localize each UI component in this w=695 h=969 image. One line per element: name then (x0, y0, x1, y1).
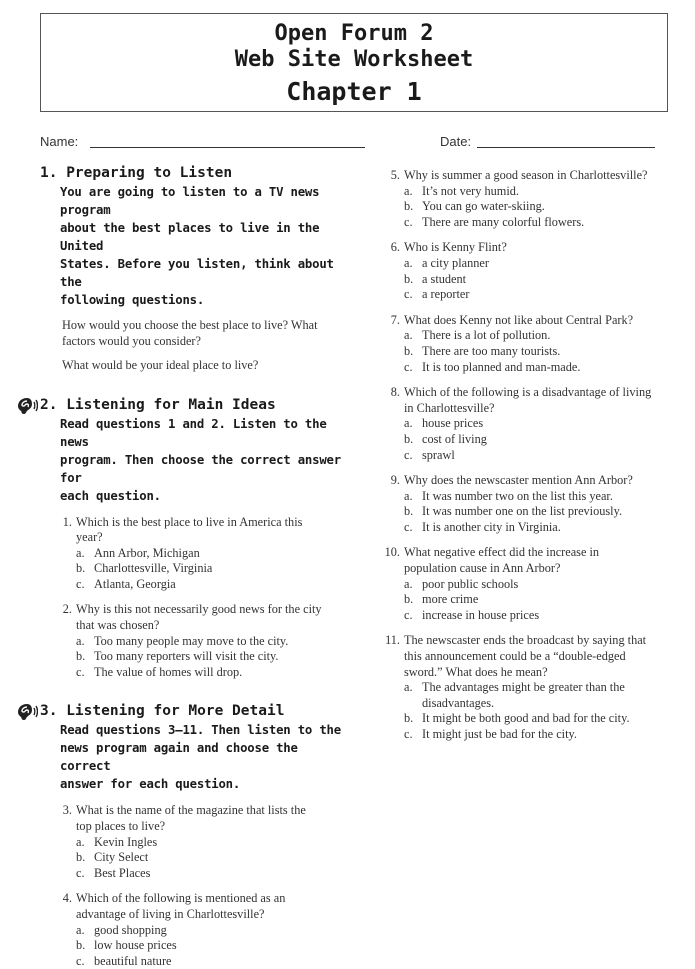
worksheet-title-box (40, 13, 668, 112)
option-3c[interactable]: c. Best Places (76, 865, 151, 880)
option-8a[interactable]: a. house prices (404, 416, 484, 431)
date-label: Date: (440, 134, 472, 149)
name-line[interactable] (90, 147, 365, 148)
question-1: 1. Which is the best place to live in America this year? a. Ann Arbor, Michigan b. Charlottesville, Virginia c. Atlanta, Georgia (58, 515, 350, 593)
option-9b[interactable]: b. It was number one on the list previously. (404, 504, 623, 519)
left-column (40, 164, 350, 969)
listening-ear-icon (16, 702, 38, 722)
option-9c[interactable]: c. It is another city in Virginia. (404, 519, 561, 534)
question-11: 11. The newscaster ends the broadcast by saying that this announcement could be a “double-edged sword.” What does he mean? a. The advantages might be greater than the disadvantages. b. It might be both good and bad for the city. c. It might just be bad for the city. (388, 633, 678, 742)
section-1-heading: 1. Preparing to Listen (40, 165, 233, 181)
date-line[interactable] (477, 147, 655, 148)
option-10b[interactable]: b. more crime (404, 592, 479, 607)
question-4: 4. Which of the following is mentioned as an advantage of living in Charlottesville? a. good shopping b. low house prices c. beautiful nature (58, 891, 350, 969)
option-6a[interactable]: a. a city planner (404, 255, 489, 270)
option-7c[interactable]: c. It is too planned and man-made. (404, 359, 581, 374)
title-line-1: Open Forum 2 (274, 21, 434, 46)
question-5: 5. Why is summer a good season in Charlottesville? a. It’s not very humid. b. You can go water-skiing. c. There are many colorful flowers. (388, 168, 678, 230)
option-11a[interactable]: a. The advantages might be greater than the disadvantages. (404, 680, 625, 710)
name-label: Name: (40, 134, 79, 149)
section-1-instructions: You are going to listen to a TV news program about the best places to live in the United States. Before you listen, think about the following questions. (60, 185, 334, 307)
title-line-2: Web Site Worksheet (234, 47, 474, 72)
date-field[interactable] (440, 134, 655, 149)
option-3b[interactable]: b. City Select (76, 850, 149, 865)
right-column (384, 168, 678, 743)
option-5a[interactable]: a. It’s not very humid. (404, 183, 519, 198)
option-8c[interactable]: c. sprawl (404, 447, 455, 462)
option-11b[interactable]: b. It might be both good and bad for the city. (404, 711, 630, 726)
question-2: 2. Why is this not necessarily good news for the city that was chosen? a. Too many people may move to the city. b. Too many reporters will visit the city. c. The value of homes will drop. (58, 602, 350, 680)
name-field[interactable] (40, 134, 366, 149)
prompt-1: How would you choose the best place to live? What factors would you consider? (62, 318, 318, 348)
option-11c[interactable]: c. It might just be bad for the city. (404, 727, 577, 741)
option-2b[interactable]: b. Too many reporters will visit the city. (76, 649, 279, 664)
option-1c[interactable]: c. Atlanta, Georgia (76, 576, 176, 591)
question-8: 8. Which of the following is a disadvantage of living in Charlottesville? a. house prices b. cost of living c. sprawl (388, 385, 678, 463)
section-2-instructions: Read questions 1 and 2. Listen to the news program. Then choose the correct answer for each question. (60, 416, 341, 503)
option-4b[interactable]: b. low house prices (76, 938, 177, 953)
listening-ear-icon (16, 396, 38, 416)
option-3a[interactable]: a. Kevin Ingles (76, 834, 158, 849)
option-10c[interactable]: c. increase in house prices (404, 607, 540, 622)
option-4a[interactable]: a. good shopping (76, 922, 167, 937)
option-4c[interactable]: c. beautiful nature (76, 953, 172, 968)
option-1b[interactable]: b. Charlottesville, Virginia (76, 561, 213, 576)
option-8b[interactable]: b. cost of living (404, 431, 487, 446)
title-chapter: Chapter 1 (286, 77, 422, 106)
option-2a[interactable]: a. Too many people may move to the city. (76, 633, 289, 648)
option-5b[interactable]: b. You can go water-skiing. (404, 199, 545, 214)
option-9a[interactable]: a. It was number two on the list this year. (404, 488, 613, 503)
question-10: 10. What negative effect did the increase in population cause in Ann Arbor? a. poor public schools b. more crime c. increase in house prices (388, 545, 678, 623)
question-6: 6. Who is Kenny Flint? a. a city planner b. a student c. a reporter (388, 240, 678, 302)
option-1a[interactable]: a. Ann Arbor, Michigan (76, 545, 200, 560)
option-6c[interactable]: c. a reporter (404, 287, 470, 302)
prompt-2: What would be your ideal place to live? (62, 358, 259, 372)
option-2c[interactable]: c. The value of homes will drop. (76, 664, 243, 679)
option-10a[interactable]: a. poor public schools (404, 576, 519, 591)
question-7: 7. What does Kenny not like about Central Park? a. There is a lot of pollution. b. There are too many tourists. c. It is too planned and man-made. (388, 313, 678, 375)
option-7b[interactable]: b. There are too many tourists. (404, 343, 561, 358)
option-7a[interactable]: a. There is a lot of pollution. (404, 328, 551, 343)
section-2-heading: 2. Listening for Main Ideas (40, 396, 350, 415)
option-6b[interactable]: b. a student (404, 271, 467, 286)
question-9: 9. Why does the newscaster mention Ann Arbor? a. It was number two on the list this year. b. It was number one on the list previously. c. It is another city in Virginia. (388, 473, 678, 535)
question-3: 3. What is the name of the magazine that lists the top places to live? a. Kevin Ingles b. City Select c. Best Places (58, 803, 350, 881)
option-5c[interactable]: c. There are many colorful flowers. (404, 214, 585, 229)
section-3-instructions: Read questions 3–11. Then listen to the news program again and choose the correct answer for each question. (60, 723, 341, 792)
section-3-heading: 3. Listening for More Detail (40, 702, 350, 721)
